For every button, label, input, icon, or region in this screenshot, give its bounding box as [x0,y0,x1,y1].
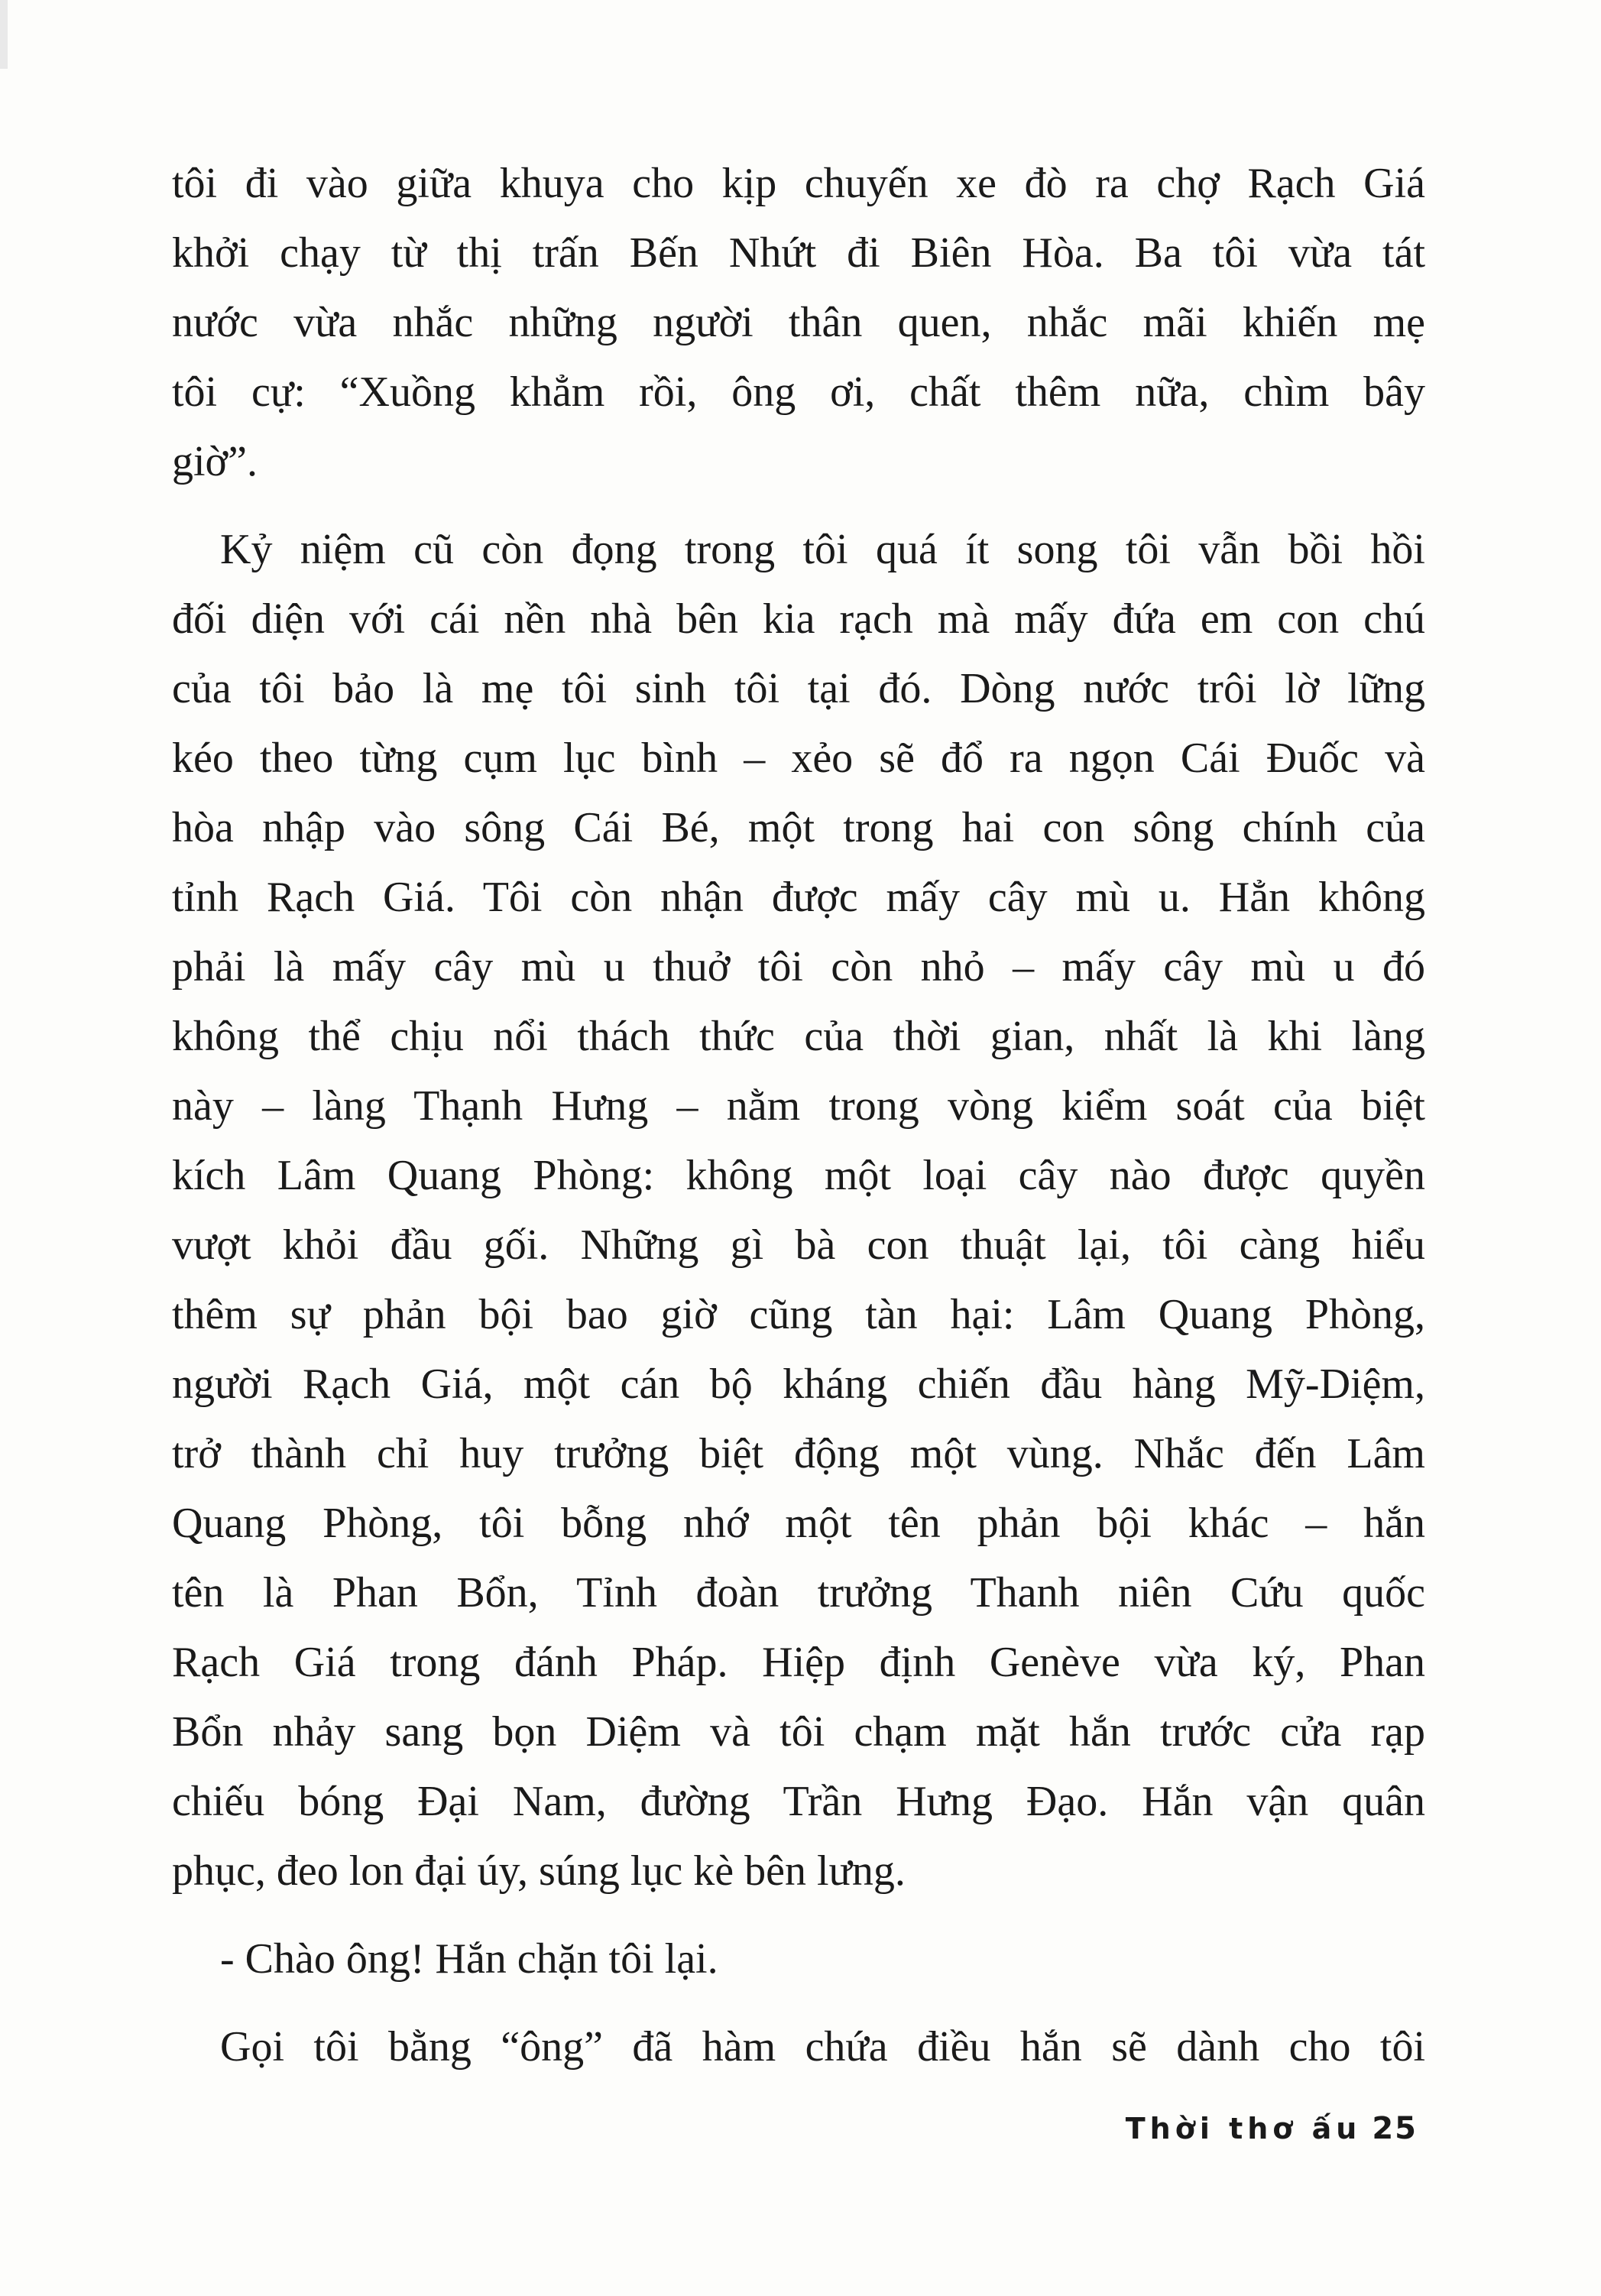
text-line: Rạch Giá trong đánh Pháp. Hiệp định Genève vừa ký, Phan [172,1639,1425,1686]
page-number: 25 [1372,2111,1418,2146]
text-line: phục, đeo lon đại úy, súng lục kè bên lưng. [172,1847,906,1895]
paragraph-4 [172,2012,1425,2082]
paragraph-2 [172,515,1425,1906]
text-line: trở thành chỉ huy trưởng biệt động một vùng. Nhắc đến Lâm [172,1430,1425,1477]
text-line: khởi chạy từ thị trấn Bến Nhứt đi Biên Hòa. Ba tôi vừa tát [172,229,1425,277]
text-line: vượt khỏi đầu gối. Những gì bà con thuật lại, tôi càng hiểu [172,1221,1425,1269]
text-line: tỉnh Rạch Giá. Tôi còn nhận được mấy cây mù u. Hẳn không [172,874,1425,921]
text-line: kéo theo từng cụm lục bình – xẻo sẽ đổ ra ngọn Cái Đuốc và [172,735,1425,782]
paragraph-1 [172,149,1425,497]
text-line: đối diện với cái nền nhà bên kia rạch mà mấy đứa em con chú [172,595,1425,643]
text-line: tôi cự: “Xuồng khẳm rồi, ông ơi, chất thêm nữa, chìm bây [172,368,1425,416]
text-line: người Rạch Giá, một cán bộ kháng chiến đầu hàng Mỹ-Diệm, [172,1360,1425,1408]
chapter-title: Thời thơ ấu [1125,2112,1362,2145]
text-line: nước vừa nhắc những người thân quen, nhắc mãi khiến mẹ [172,299,1425,346]
page-edge-shadow [0,0,8,69]
text-line: kích Lâm Quang Phòng: không một loại cây nào được quyền [172,1152,1425,1199]
text-line: Gọi tôi bằng “ông” đã hàm chứa điều hắn sẽ dành cho tôi [220,2023,1425,2071]
text-line: không thể chịu nổi thách thức của thời gian, nhất là khi làng [172,1013,1425,1060]
text-line: hòa nhập vào sông Cái Bé, một trong hai con sông chính của [172,804,1425,851]
text-line: tôi đi vào giữa khuya cho kịp chuyến xe đò ra chợ Rạch Giá [172,160,1425,207]
text-line: Kỷ niệm cũ còn đọng trong tôi quá ít song tôi vẫn bồi hồi [220,526,1425,573]
text-line: này – làng Thạnh Hưng – nằm trong vòng kiểm soát của biệt [172,1082,1425,1130]
body-text [172,149,1425,2082]
text-line: của tôi bảo là mẹ tôi sinh tôi tại đó. Dòng nước trôi lờ lững [172,665,1425,712]
text-line: giờ”. [172,438,258,485]
dialogue-line: - Chào ông! Hắn chặn tôi lại. [220,1935,718,1983]
text-line: tên là Phan Bổn, Tỉnh đoàn trưởng Thanh niên Cứu quốc [172,1569,1425,1617]
text-line: phải là mấy cây mù u thuở tôi còn nhỏ – mấy cây mù u đó [172,943,1425,991]
text-line: thêm sự phản bội bao giờ cũng tàn hại: Lâm Quang Phòng, [172,1291,1425,1338]
text-line: Quang Phòng, tôi bỗng nhớ một tên phản bội khác – hắn [172,1500,1425,1547]
paragraph-3 [172,1925,1425,1994]
text-line: Bổn nhảy sang bọn Diệm và tôi chạm mặt hắn trước cửa rạp [172,1708,1425,1756]
running-footer [1126,2111,1418,2146]
text-line: chiếu bóng Đại Nam, đường Trần Hưng Đạo. Hắn vận quân [172,1778,1425,1825]
